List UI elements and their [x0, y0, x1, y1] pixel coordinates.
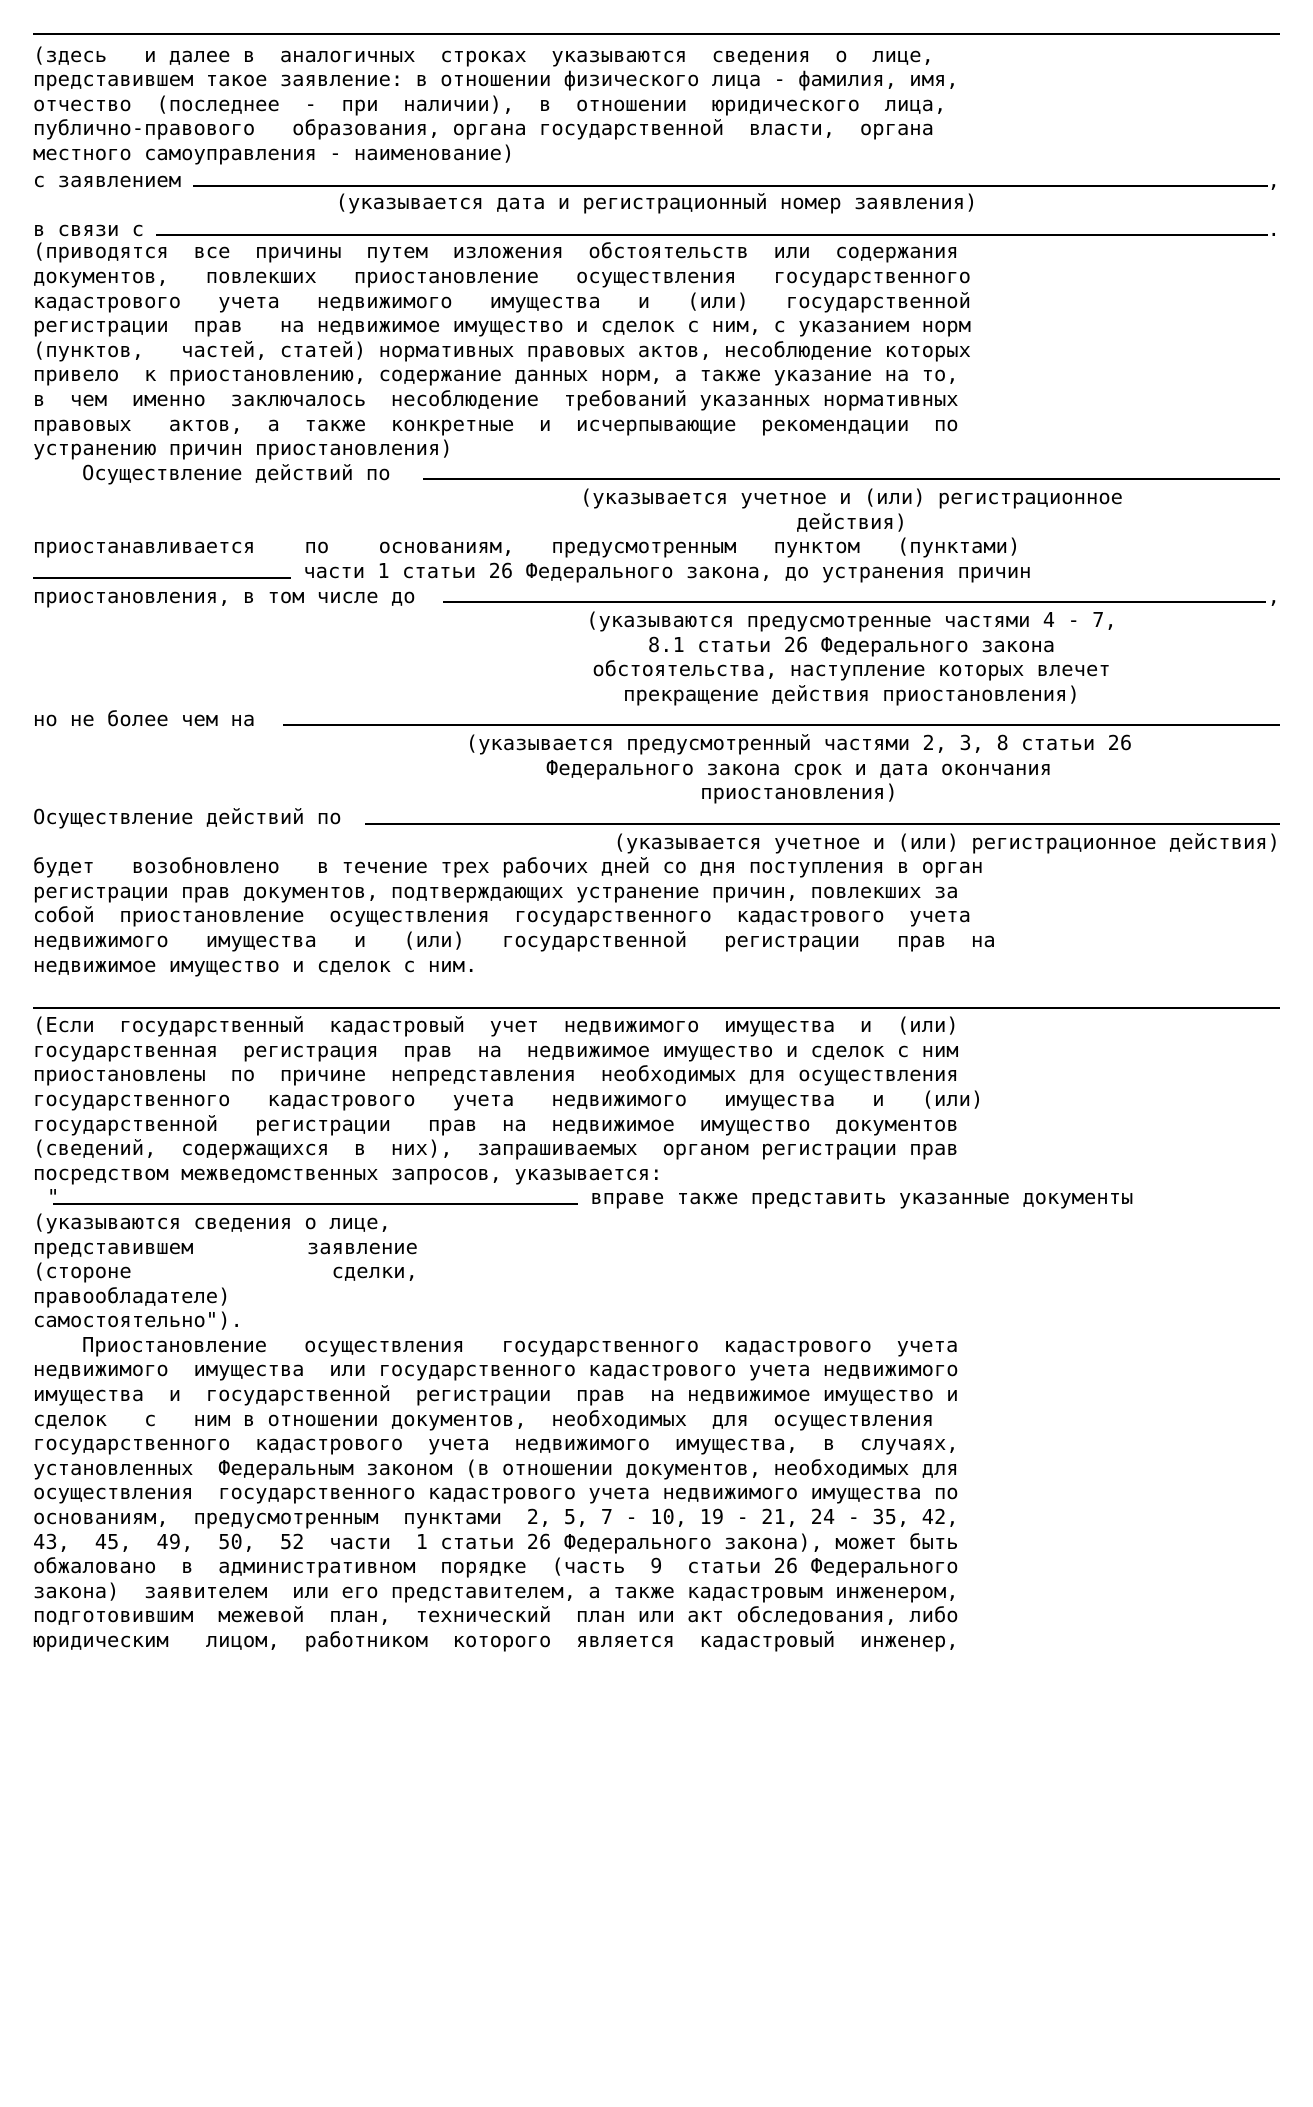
para1-line-5: местного самоуправления - наименование) [33, 140, 515, 165]
field-row-until[interactable] [33, 584, 1280, 609]
field-caption-until-line-1: (указываются предусмотренные частями 4 - 7, [586, 608, 1117, 633]
para5-line-3: приостановлены по причине непредставления необходимых для осуществления [33, 1062, 959, 1087]
field-input-period[interactable] [283, 724, 1280, 726]
para5-line-5: государственной регистрации прав на недвижимое имущество документов [33, 1111, 959, 1136]
para2-line-4: регистрации прав на недвижимое имущество и сделок с ним, с указанием норм [33, 313, 971, 338]
para6-line-5: государственного кадастрового учета недвижимого имущества, в случаях, [33, 1431, 959, 1456]
para2-line-6: привело к приостановлению, содержание данных норм, а также указание на то, [33, 362, 959, 387]
quote-caption-line-5: самостоятельно"). [33, 1308, 243, 1333]
field-caption-until-line-4: прекращение действия приостановления) [623, 682, 1080, 707]
para6-line-3: имущества и государственной регистрации прав на недвижимое имущество и [33, 1382, 959, 1407]
field-caption-action-1-line-2: действия) [795, 509, 908, 534]
field-row-action-1[interactable] [33, 461, 1280, 486]
field-label-until: приостановления, в том числе до [33, 583, 428, 608]
field-tail-reason: . [1267, 216, 1280, 241]
para5-line-1: (Если государственный кадастровый учет недвижимого имущества и (или) [33, 1013, 959, 1038]
para6-line-9: 43, 45, 49, 50, 52 части 1 статьи 26 Федерального закона), может быть [33, 1529, 959, 1554]
quote-mark: " [47, 1185, 60, 1210]
para2-line-5: (пунктов, частей, статей) нормативных правовых актов, несоблюдение которых [33, 337, 971, 362]
field-tail-application: , [1267, 167, 1280, 192]
para2-line-3: кадастрового учета недвижимого имущества и (или) государственной [33, 288, 971, 313]
quote-caption-line-1: (указываются сведения о лице, [33, 1209, 391, 1234]
para1-line-4: публично-правового образования, органа государственной власти, органа [33, 116, 934, 141]
para5-line-6: (сведений, содержащихся в них), запрашиваемых органом регистрации прав [33, 1136, 959, 1161]
para5-line-7: посредством межведомственных запросов, указывается: [33, 1160, 663, 1185]
field-row-quote[interactable] [33, 1185, 1280, 1210]
field-caption-until-line-2: 8.1 статьи 26 Федерального закона [647, 632, 1056, 657]
para2-line-9: устранению причин приостановления) [33, 436, 453, 461]
field-input-action-1[interactable] [423, 478, 1280, 480]
field-row-clause[interactable] [33, 559, 1280, 584]
para5-line-4: государственного кадастрового учета недвижимого имущества и (или) [33, 1086, 984, 1111]
para4-line-4: недвижимого имущества и (или) государственной регистрации прав на [33, 927, 996, 952]
para1-line-2: представившем такое заявление: в отношении физического лица - фамилия, имя, [33, 67, 959, 92]
para6-line-13: юридическим лицом, работником которого является кадастровый инженер, [33, 1628, 959, 1652]
para6-line-2: недвижимого имущества или государственного кадастрового учета недвижимого [33, 1357, 959, 1382]
para2-line-8: правовых актов, а также конкретные и исчерпывающие рекомендации по [33, 411, 959, 436]
field-caption-period-line-2: Федерального закона срок и дата окончания [545, 755, 1053, 780]
para3-line-1: приостанавливается по основаниям, предусмотренным пунктом (пунктами) [33, 534, 1021, 559]
para6-line-8: основаниям, предусмотренным пунктами 2, 5, 7 - 10, 19 - 21, 24 - 35, 42, [33, 1505, 959, 1530]
para6-line-7: осуществления государственного кадастрового учета недвижимого имущества по [33, 1480, 959, 1505]
para6-line-1: Приостановление осуществления государственного кадастрового учета [82, 1332, 959, 1357]
para1-line-1: (здесь и далее в аналогичных строках указываются сведения о лице, [33, 42, 934, 67]
para2-line-1: (приводятся все причины путем изложения обстоятельств или содержания [33, 239, 959, 264]
para6-line-6: установленных Федеральным законом (в отношении документов, необходимых для [33, 1455, 959, 1480]
para6-line-10: обжаловано в административном порядке (часть 9 статьи 26 Федерального [33, 1554, 959, 1579]
field-caption-application: (указывается дата и регистрационный номер заявления) [335, 190, 978, 215]
field-row-application[interactable] [33, 166, 1280, 191]
field-input-reason[interactable] [156, 215, 1267, 236]
para5-line-2: государственная регистрация прав на недвижимое имущество и сделок с ним [33, 1037, 959, 1062]
divider-spacer-top [33, 977, 1280, 991]
para4-line-1: будет возобновлено в течение трех рабочих дней со дня поступления в орган [33, 854, 984, 879]
field-label-action-1: Осуществление действий по [82, 460, 403, 485]
para4-line-3: собой приостановление осуществления государственного кадастрового учета [33, 903, 971, 928]
top-field-rule [33, 18, 1280, 43]
field-caption-period-line-1: (указывается предусмотренный частями 2, 3, 8 статьи 26 [465, 731, 1133, 756]
para6-line-12: подготовившим межевой план, технический план или акт обследования, либо [33, 1603, 959, 1628]
field-label-application: с заявлением [33, 167, 194, 192]
quote-caption-line-4: правообладателе) [33, 1283, 231, 1308]
para6-line-4: сделок с ним в отношении документов, необходимых для осуществления [33, 1406, 934, 1431]
section-divider [33, 1007, 1280, 1009]
field-tail-until: , [1267, 583, 1280, 608]
para2-line-2: документов, повлекших приостановление осуществления государственного [33, 263, 971, 288]
field-caption-until-line-3: обстоятельства, наступление которых влечет [592, 657, 1111, 682]
field-input-application[interactable] [193, 166, 1267, 187]
para6-line-11: закона) заявителем или его представителем, а также кадастровым инженером, [33, 1578, 959, 1603]
para4-line-5: недвижимое имущество и сделок с ним. [33, 952, 478, 977]
para1-line-3: отчество (последнее - при наличии), в отношении юридического лица, [33, 91, 947, 116]
field-row-reason[interactable] [33, 215, 1280, 240]
field-input-quote[interactable] [53, 1203, 578, 1205]
field-input-action-2[interactable] [365, 823, 1280, 825]
top-spacer [33, 0, 1280, 18]
field-input-until[interactable] [443, 601, 1266, 603]
field-label-action-2: Осуществление действий по [33, 805, 354, 829]
field-label-reason: в связи с [33, 216, 157, 241]
field-caption-period-line-3: приостановления) [700, 780, 898, 805]
para2-line-7: в чем именно заключалось несоблюдение требований указанных нормативных [33, 386, 959, 411]
field-input-clause[interactable] [33, 577, 291, 579]
para3-line-2-tail: части 1 статьи 26 Федерального закона, до устранения причин [291, 559, 1032, 584]
field-caption-action-1-line-1: (указывается учетное и (или) регистрационное [579, 485, 1124, 510]
quote-caption-line-3: (стороне сделки, [33, 1259, 418, 1284]
field-caption-action-2: (указывается учетное и (или) регистрационное действия) [613, 829, 1280, 854]
quote-caption-line-2: представившем заявление [33, 1234, 418, 1259]
field-row-action-2[interactable] [33, 805, 1280, 830]
field-row-period[interactable] [33, 707, 1280, 732]
field-label-period: но не более чем на [33, 706, 268, 731]
field-tail-quote: вправе также представить указанные документы [578, 1185, 1134, 1210]
para4-line-2: регистрации прав документов, подтверждающих устранение причин, повлекших за [33, 878, 959, 903]
